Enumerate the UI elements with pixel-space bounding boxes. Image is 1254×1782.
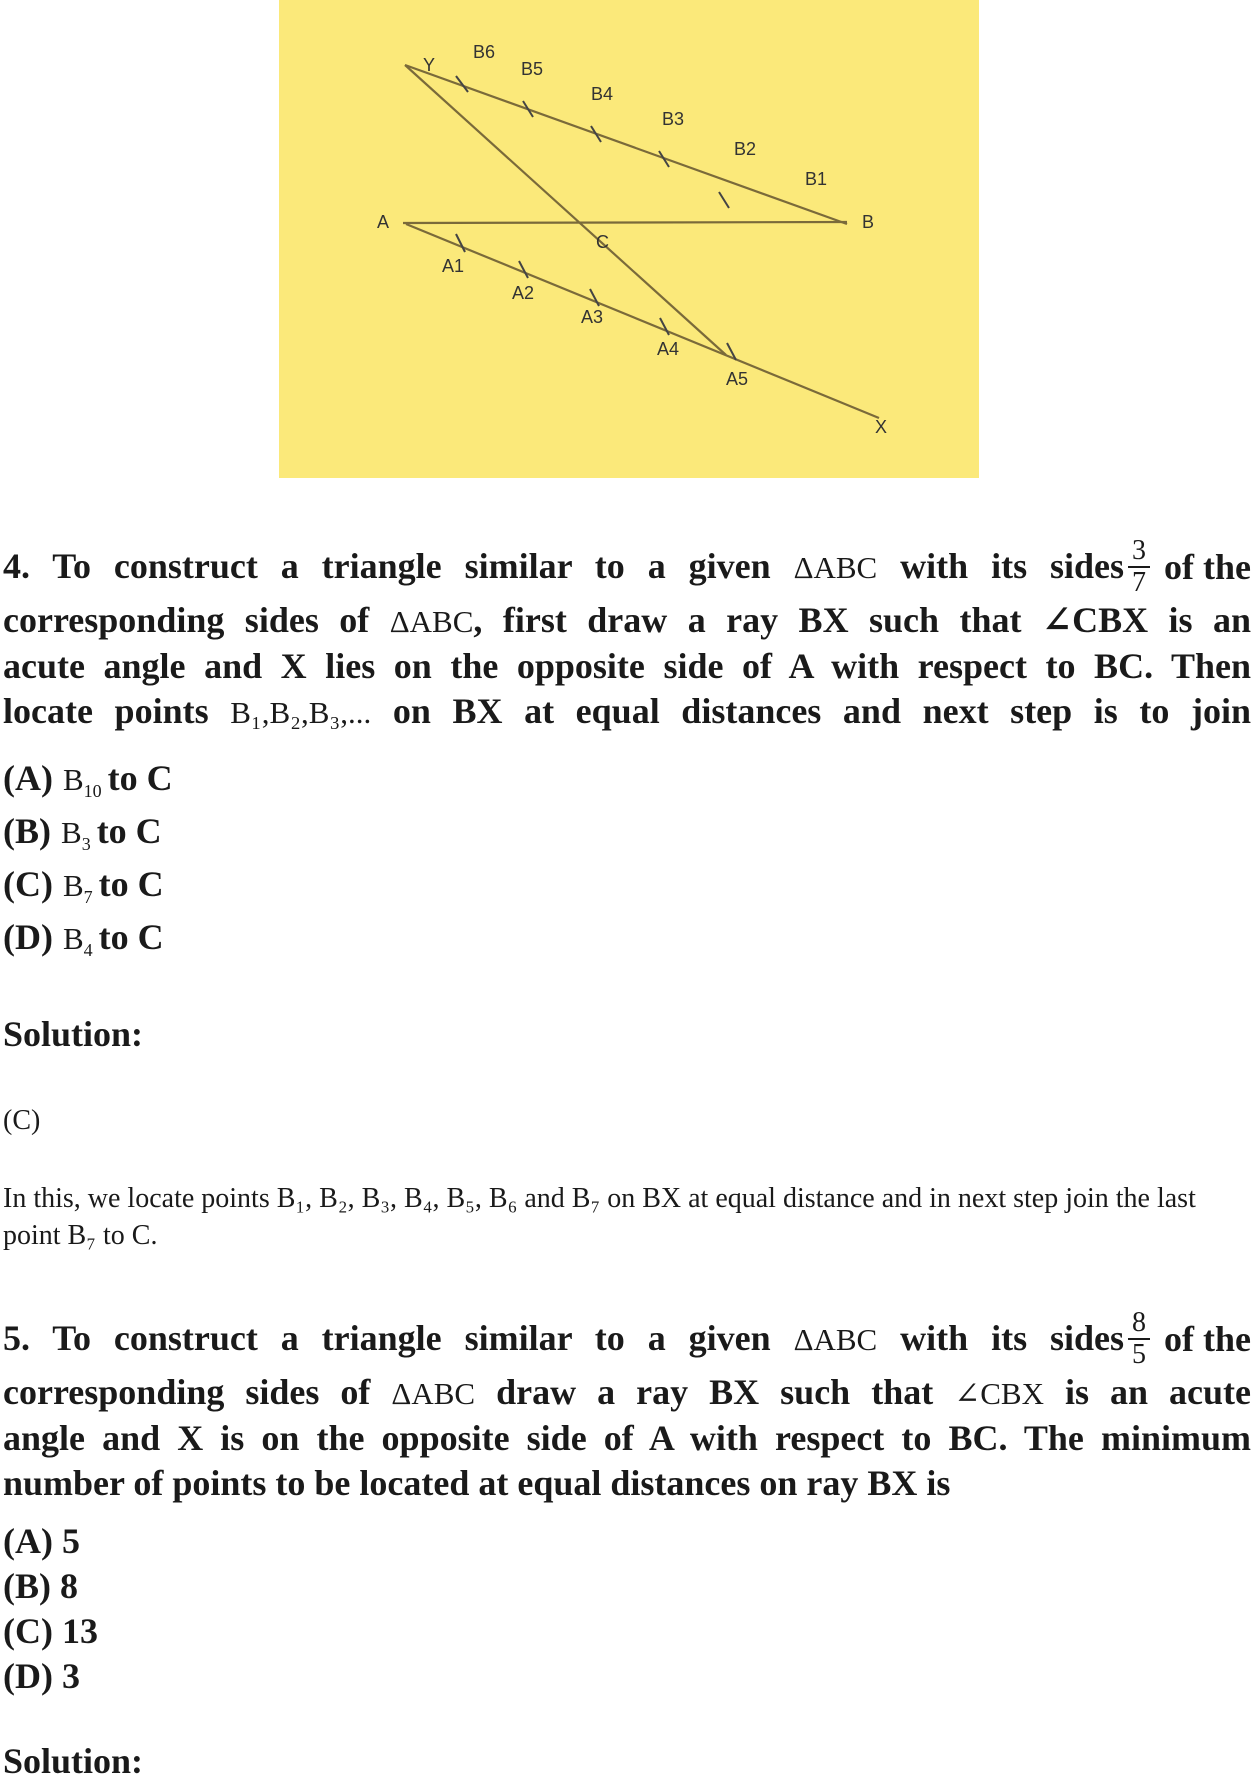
q4-solution-heading: Solution: xyxy=(3,1014,144,1054)
q4-text-1b: with its sides xyxy=(900,546,1125,586)
label-A2: A2 xyxy=(512,283,535,303)
question-4 xyxy=(3,536,1251,735)
q5-option-b[interactable]: (B) 8 xyxy=(3,1566,78,1606)
label-C: C xyxy=(596,232,609,252)
q4-answer: (C) xyxy=(3,1105,41,1136)
label-A4: A4 xyxy=(657,339,680,359)
q4-frac-den: 7 xyxy=(1132,567,1147,598)
label-B2: B2 xyxy=(734,139,757,159)
label-A5: A5 xyxy=(726,369,749,389)
q4-triangle: ΔABC xyxy=(793,550,878,585)
label-B3: B3 xyxy=(662,109,685,129)
q4-explanation: In this, we locate points B₁, B₂, B₃, B₄, B₅, B₆ and B₇ on BX at equal distance and in next step join the last point B₇ to C. xyxy=(3,1183,1196,1251)
label-A: A xyxy=(377,212,390,232)
q4-frac-num: 3 xyxy=(1128,536,1150,568)
q5-fraction: $\frac{8}{5}$ xyxy=(1128,1308,1150,1370)
q4-points-math: B₁,B₂,B₃,... xyxy=(230,695,372,730)
A-point-labels xyxy=(442,256,748,389)
q5-option-d[interactable]: (D) 3 xyxy=(3,1656,80,1696)
q5-triangle: ΔABC xyxy=(793,1322,878,1357)
label-B4: B4 xyxy=(591,84,614,104)
label-B5: B5 xyxy=(521,59,544,79)
construction-diagram xyxy=(279,0,979,478)
q4-option-b[interactable]: (B) $B_3$ to C xyxy=(3,811,162,855)
q4-line-4: locate points B₁,B₂,B₃,... on BX at equal distances and next step is to join xyxy=(3,691,1252,731)
q4-option-a[interactable]: (A) $B_{10}$ to C xyxy=(3,758,173,802)
label-A1: A1 xyxy=(442,256,465,276)
q5-option-c[interactable]: (C) 13 xyxy=(3,1611,98,1651)
label-B1: B1 xyxy=(805,169,828,189)
label-B: B xyxy=(862,212,875,232)
q5-line-2: corresponding sides of ΔABC draw a ray BX such that ∠CBX is an acute xyxy=(3,1372,1251,1412)
q4-number: 4. xyxy=(3,546,30,586)
q4-option-d[interactable]: (D) $B_4$ to C xyxy=(3,917,164,961)
q5-line-1: 5. To construct a triangle similar to a given ΔABC with its sides $\frac{8}{5}$ of the xyxy=(3,1307,1251,1370)
q5-line-4: number of points to be located at equal distances on ray BX is xyxy=(3,1463,951,1503)
q4-fraction xyxy=(1128,536,1150,598)
q4-line-1 xyxy=(3,536,1251,598)
segment-AB xyxy=(403,222,847,223)
question-5 xyxy=(3,1308,1251,1506)
q4-text-1a: To construct a triangle similar to a given xyxy=(52,546,771,586)
label-X: X xyxy=(875,417,888,437)
label-Y: Y xyxy=(423,55,436,75)
label-A3: A3 xyxy=(581,307,604,327)
B-point-labels xyxy=(473,42,827,189)
q5-angle: ∠CBX xyxy=(954,1376,1044,1411)
ray-BY xyxy=(405,65,847,224)
construction-figure xyxy=(279,0,979,478)
label-B6: B6 xyxy=(473,42,496,62)
q5-option-a[interactable]: (A) 5 xyxy=(3,1521,80,1561)
q4-option-c[interactable]: (C) $B_7$ to C xyxy=(3,864,164,908)
q4-line-2: corresponding sides of ΔABC, first draw a ray BX such that ∠CBX is an xyxy=(3,600,1252,640)
q5-number: 5. xyxy=(3,1318,30,1358)
q5-line-3: angle and X is on the opposite side of A with respect to BC. The minimum xyxy=(3,1418,1251,1458)
ray-AX xyxy=(406,224,879,418)
q4-text-1c: of the xyxy=(1164,546,1251,587)
q4-line-3: acute angle and X lies on the opposite side of A with respect to BC. Then xyxy=(3,646,1251,686)
q5-solution-heading: Solution: xyxy=(3,1741,144,1781)
